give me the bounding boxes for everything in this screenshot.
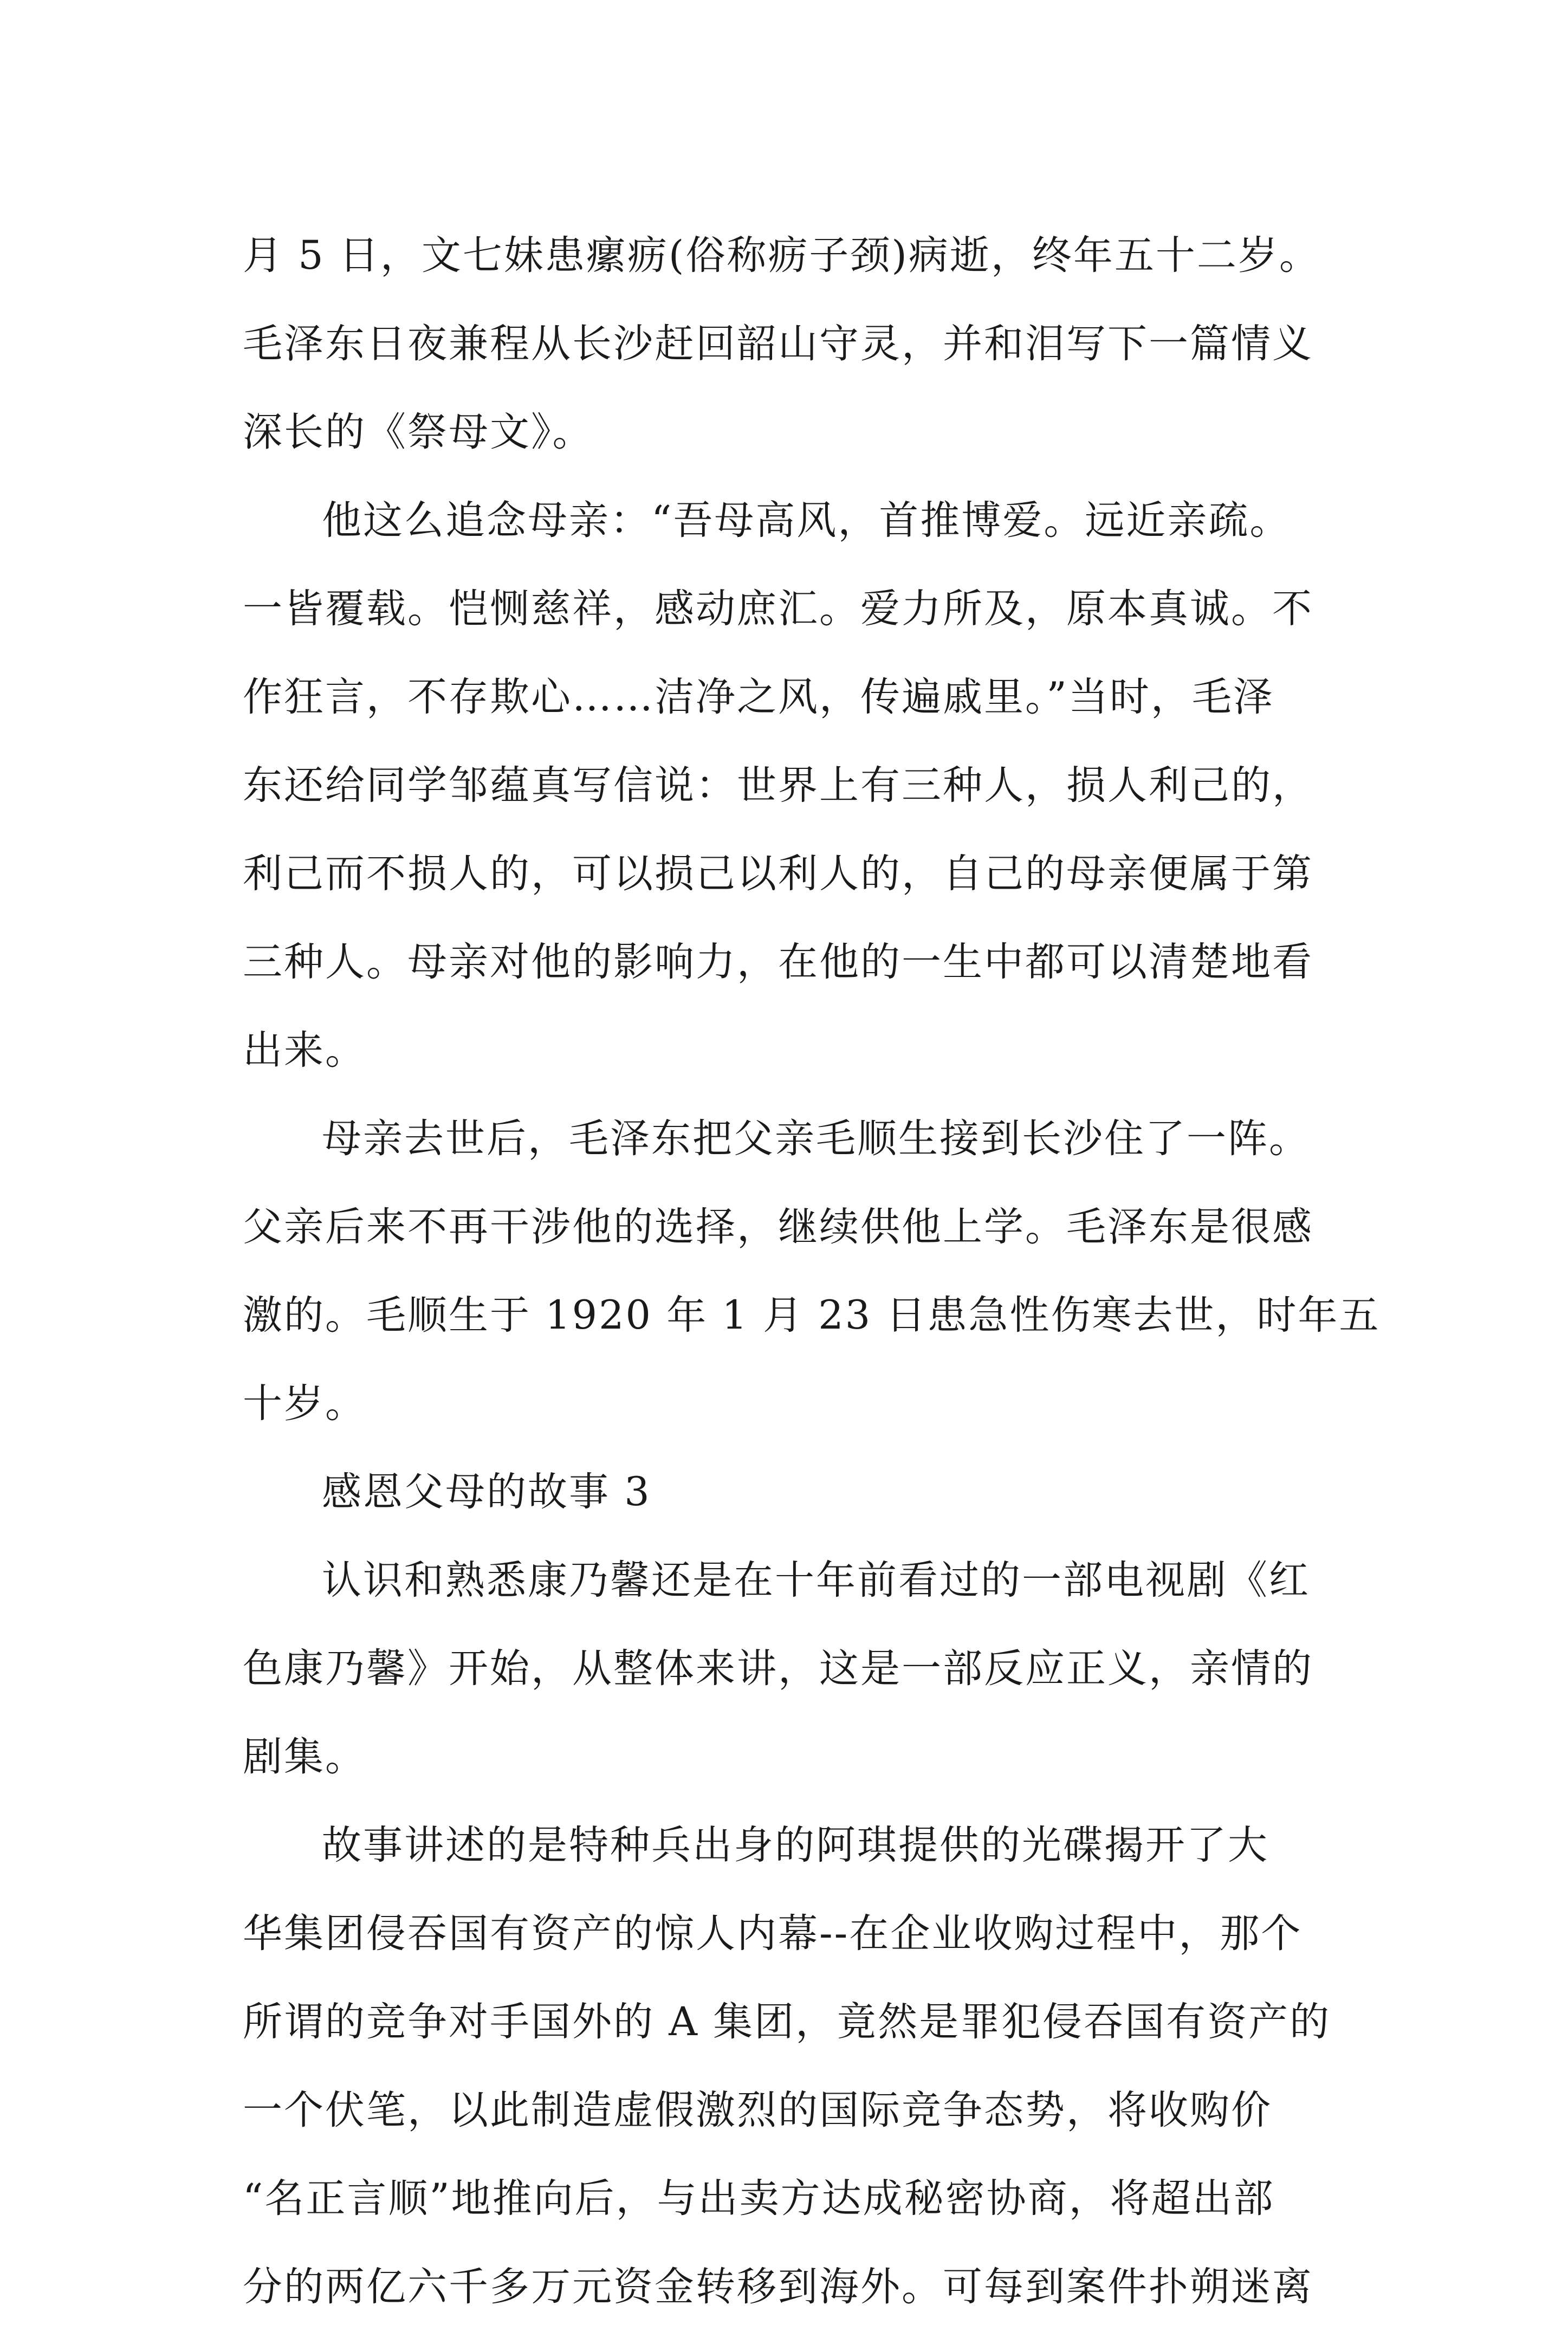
text-line: 所谓的竞争对手国外的 A 集团，竟然是罪犯侵吞国有资产的 [243, 1999, 1331, 2045]
text-line: 父亲后来不再干涉他的选择，继续供他上学。毛泽东是很感 [243, 1204, 1313, 1250]
text-line: “名正言顺”地推向后，与出卖方达成秘密协商，将超出部 [243, 2175, 1275, 2222]
text-line: 一个伏笔，以此制造虚假激烈的国际竞争态势，将收购价 [243, 2087, 1272, 2133]
paragraph-start-line: 他这么追念母亲：“吾母高风，首推博爱。远近亲疏。 [322, 497, 1291, 543]
text-line: 分的两亿六千多万元资金转移到海外。可每到案件扑朔迷离 [243, 2264, 1313, 2310]
text-line: 出来。 [243, 1027, 366, 1073]
text-line: 作狂言，不存欺心……洁净之风，传遍戚里。”当时，毛泽 [243, 674, 1274, 720]
text-line: 东还给同学邹蕴真写信说：世界上有三种人，损人利己的， [243, 762, 1313, 808]
paragraph-start-line: 认识和熟悉康乃馨还是在十年前看过的一部电视剧《红 [322, 1557, 1310, 1603]
text-line: 激的。毛顺生于 1920 年 1 月 23 日患急性伤寒去世，时年五 [243, 1292, 1381, 1338]
text-line: 十岁。 [243, 1381, 366, 1427]
section-heading: 感恩父母的故事 3 [322, 1469, 651, 1515]
text-line: 深长的《祭母文》。 [243, 409, 594, 455]
text-line: 华集团侵吞国有资产的惊人内幕--在企业收购过程中，那个 [243, 1911, 1303, 1957]
body-text [243, 211, 1381, 2331]
text-line: 色康乃馨》开始，从整体来讲，这是一部反应正义，亲情的 [243, 1646, 1313, 1692]
text-line: 月 5 日，文七妹患瘰疬(俗称疬子颈)病逝，终年五十二岁。 [243, 232, 1320, 279]
text-line: 利己而不损人的，可以损己以利人的，自己的母亲便属于第 [243, 851, 1313, 897]
text-line: 一皆覆载。恺恻慈祥，感动庶汇。爱力所及，原本真诚。不 [243, 586, 1313, 632]
paragraph-start-line: 母亲去世后，毛泽东把父亲毛顺生接到长沙住了一阵。 [322, 1116, 1310, 1162]
paragraph-start-line: 故事讲述的是特种兵出身的阿琪提供的光碟揭开了大 [322, 1822, 1269, 1868]
text-line: 剧集。 [243, 1734, 366, 1780]
text-line: 毛泽东日夜兼程从长沙赶回韶山守灵，并和泪写下一篇情义 [243, 321, 1313, 367]
text-line: 三种人。母亲对他的影响力，在他的一生中都可以清楚地看 [243, 939, 1313, 985]
